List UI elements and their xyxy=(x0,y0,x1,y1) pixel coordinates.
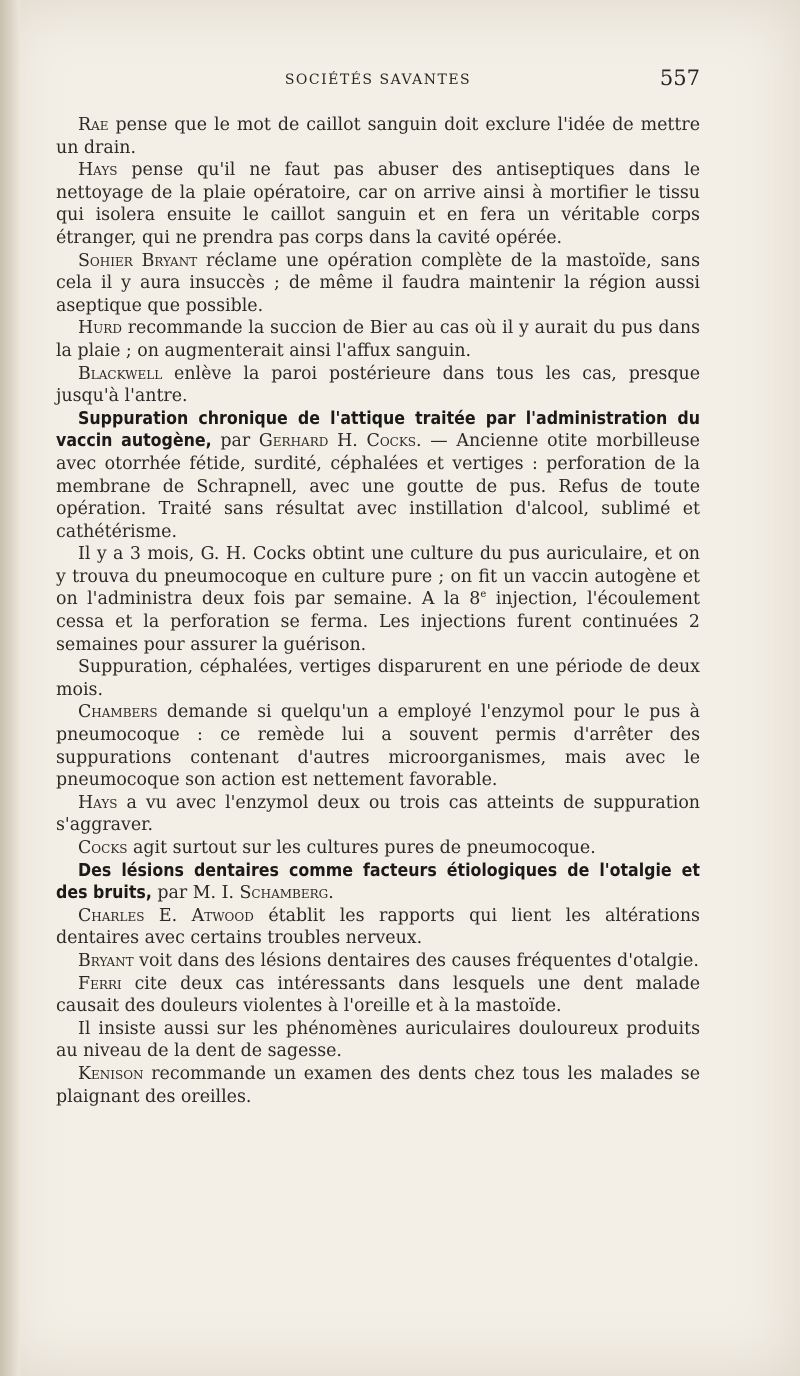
speaker-name: Chambers xyxy=(78,702,158,723)
section-paragraph xyxy=(56,860,700,905)
paragraph xyxy=(56,973,700,1018)
paragraph xyxy=(56,543,700,656)
paragraph xyxy=(56,950,700,973)
section-paragraph xyxy=(56,408,700,544)
speaker-name: Hurd xyxy=(78,318,122,339)
paragraph xyxy=(56,905,700,950)
byline-prefix: par M. I. xyxy=(151,883,240,904)
paragraph-text: recommande un examen des dents chez tous les malades se plaignant des oreilles. xyxy=(56,1063,700,1107)
paragraph-text: voit dans des lésions dentaires des causes fréquentes d'otalgie. xyxy=(133,950,699,971)
speaker-name: Kenison xyxy=(78,1063,144,1084)
speaker-name: Ferri xyxy=(78,973,122,994)
superscript: e xyxy=(480,589,487,601)
paragraph-text: enlève la paroi postérieure dans tous les cas, presque jusqu'à l'antre. xyxy=(56,363,700,407)
section-heading: Suppuration chronique de l'attique traitée par l'administration du vaccin autogène, xyxy=(56,408,700,452)
paragraph-text: . — Ancienne otite morbilleuse avec otorrhée fétide, surdité, céphalées et vertiges : perforation de la membrane de Schrapnell, avec une goutte de pus. Refus de toute opération. Traité sans résultat avec instillation d'alcool, sublimé et cathétérisme. xyxy=(56,431,700,542)
paragraph-text: . xyxy=(328,883,334,904)
speaker-name: Sohier Bryant xyxy=(78,250,198,271)
paragraph xyxy=(56,656,700,701)
section-heading: Des lésions dentaires comme facteurs étiologiques de l'otalgie et des bruits, xyxy=(56,860,700,904)
paragraph-text: agit surtout sur les cultures pures de pneumocoque. xyxy=(127,838,596,858)
paragraph-text: cite deux cas intéressants dans lesquels une dent malade causait des douleurs violentes à l'oreille et à la mastoïde. xyxy=(56,973,700,1017)
paragraph xyxy=(56,159,700,249)
paragraph xyxy=(56,792,700,837)
running-head: SOCIÉTÉS SAVANTES xyxy=(284,72,472,88)
body-text xyxy=(56,114,700,1108)
paragraph-text: pense que le mot de caillot sanguin doit exclure l'idée de mettre un drain. xyxy=(56,115,700,158)
paragraph xyxy=(56,1063,700,1108)
speaker-name: Bryant xyxy=(78,950,134,971)
paragraph xyxy=(56,1018,700,1063)
paragraph xyxy=(56,701,700,791)
paragraph xyxy=(56,837,700,860)
paragraph-text: établit les rapports qui lient les altérations dentaires avec certains troubles nerveux. xyxy=(56,905,700,949)
paragraph-text: a vu avec l'enzymol deux ou trois cas atteints de suppuration s'aggraver. xyxy=(56,792,700,836)
speaker-name: Charles E. Atwood xyxy=(78,905,254,926)
speaker-name: Cocks xyxy=(78,838,128,858)
author-name: Gerhard H. Cocks xyxy=(258,431,417,452)
binding-edge xyxy=(0,0,20,1376)
paragraph-text: Suppuration, céphalées, vertiges disparurent en une période de deux mois. xyxy=(56,657,700,700)
author-name: Schamberg xyxy=(239,883,329,904)
speaker-name: Rae xyxy=(78,115,109,135)
paragraph-text: réclame une opération complète de la mastoïde, sans cela il y aura insuccès ; de même il faudra maintenir la région aussi aseptique que possible. xyxy=(56,250,700,316)
paragraph-text: demande si quelqu'un a employé l'enzymol pour le pus à pneumocoque : ce remède lui a souvent permis d'arrêter des suppurations contenant d'autres microorganismes, mais avec le pneumocoque son action est nettement favorable. xyxy=(56,702,700,791)
paragraph xyxy=(56,363,700,408)
speaker-name: Hays xyxy=(78,792,118,813)
paragraph xyxy=(56,114,700,159)
paragraph-text: Il y a 3 mois, G. H. Cocks obtint une culture du pus auriculaire, et on y trouva du pneumocoque en culture pure ; on fit un vaccin autogène et on l'administra deux fois par semaine. A la 8 xyxy=(56,544,700,610)
paragraph-text: pense qu'il ne faut pas abuser des antiseptiques dans le nettoyage de la plaie opératoire, car on arrive ainsi à mortifier le tissu qui isolera ensuite le caillot sanguin et en fera un véritable corps étranger, qui ne prendra pas corps dans la cavité opérée. xyxy=(56,160,700,248)
paragraph-text: Il insiste aussi sur les phénomènes auriculaires douloureux produits au niveau de la dent de sagesse. xyxy=(56,1018,700,1062)
speaker-name: Blackwell xyxy=(78,363,163,384)
page-number: 557 xyxy=(659,66,700,90)
paragraph-text: recommande la succion de Bier au cas où il y aurait du pus dans la plaie ; on augmenterait ainsi l'affux sanguin. xyxy=(56,318,700,361)
paragraph xyxy=(56,250,700,318)
speaker-name: Hays xyxy=(78,160,118,181)
page-header xyxy=(56,66,700,98)
paragraph-text: injection, l'écoulement cessa et la perforation se ferma. Les injections furent continuées 2 semaines pour assurer la guérison. xyxy=(56,589,700,655)
paragraph xyxy=(56,317,700,362)
byline-prefix: par xyxy=(211,431,259,452)
